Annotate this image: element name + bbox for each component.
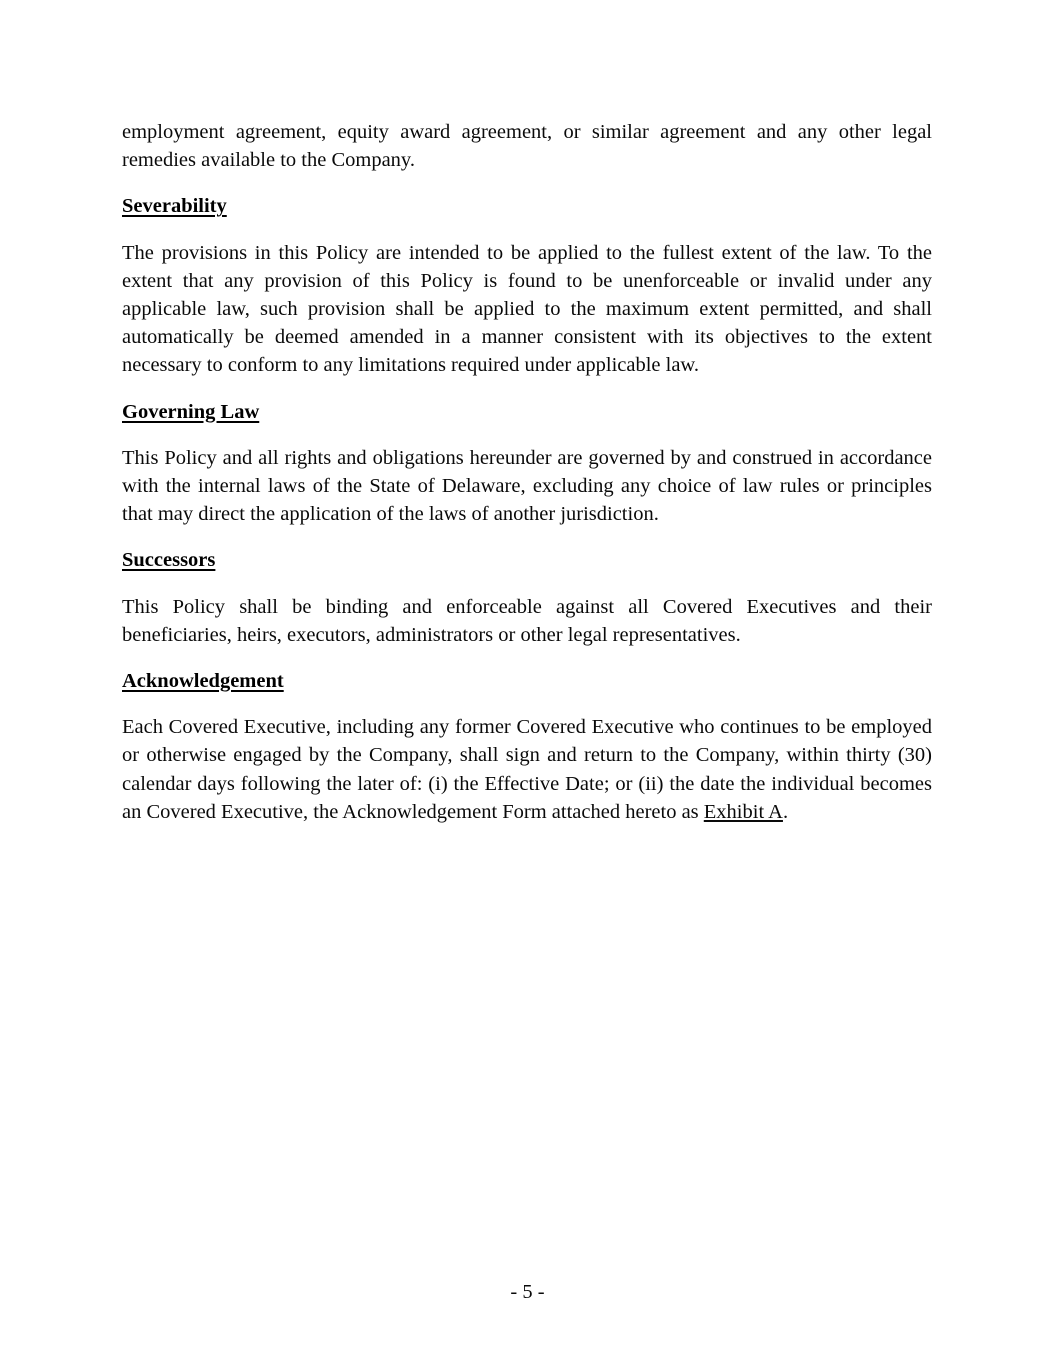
successors-body: This Policy shall be binding and enforceable against all Covered Executives and their beneficiaries, heirs, executors, administrators or other legal representatives.: [122, 595, 932, 646]
governing-law-body: This Policy and all rights and obligations hereunder are governed by and construed in accordance with the internal laws of the State of Delaware, excluding any choice of law rules or principles that may direct the application of the laws of another jurisdiction.: [122, 446, 932, 526]
acknowledgement-heading-wrap: [122, 667, 932, 695]
severability-body: The provisions in this Policy are intended to be applied to the fullest extent of the law. To the extent that any provision of this Policy is found to be unenforceable or invalid under any applicable law, such provision shall be applied to the maximum extent permitted, and shall automatically be deemed amended in a manner consistent with its objectives to the extent necessary to conform to any limitations required under applicable law.: [122, 241, 932, 377]
exhibit-a-reference: Exhibit A: [703, 800, 783, 823]
page-number-footer: - 5 -: [510, 1281, 545, 1303]
continued-paragraph: employment agreement, equity award agreement, or similar agreement and any other legal remedies available to the Company.: [122, 121, 932, 172]
severability-heading-wrap: [122, 192, 932, 220]
document-body: [122, 118, 932, 826]
acknowledgement-body: [122, 713, 932, 826]
governing-law-heading-wrap: [122, 398, 932, 426]
acknowledgement-text-after-exhibit: .: [782, 800, 789, 823]
successors-heading-wrap: [122, 546, 932, 574]
section-heading-severability: Severability: [122, 195, 227, 218]
section-heading-acknowledgement: Acknowledgement: [122, 670, 284, 693]
section-heading-successors: Successors: [122, 549, 216, 572]
acknowledgement-text-before-exhibit: Each Covered Executive, including any former Covered Executive who continues to be employed or otherwise engaged by the Company, shall sign and return to the Company, within thirty (30) calendar days following the later of: (i) the Effective Date; or (ii) the date the individual becomes an Covered Executive, the Acknowledgement Form attached hereto as: [122, 716, 932, 823]
section-heading-governing-law: Governing Law: [122, 400, 260, 423]
